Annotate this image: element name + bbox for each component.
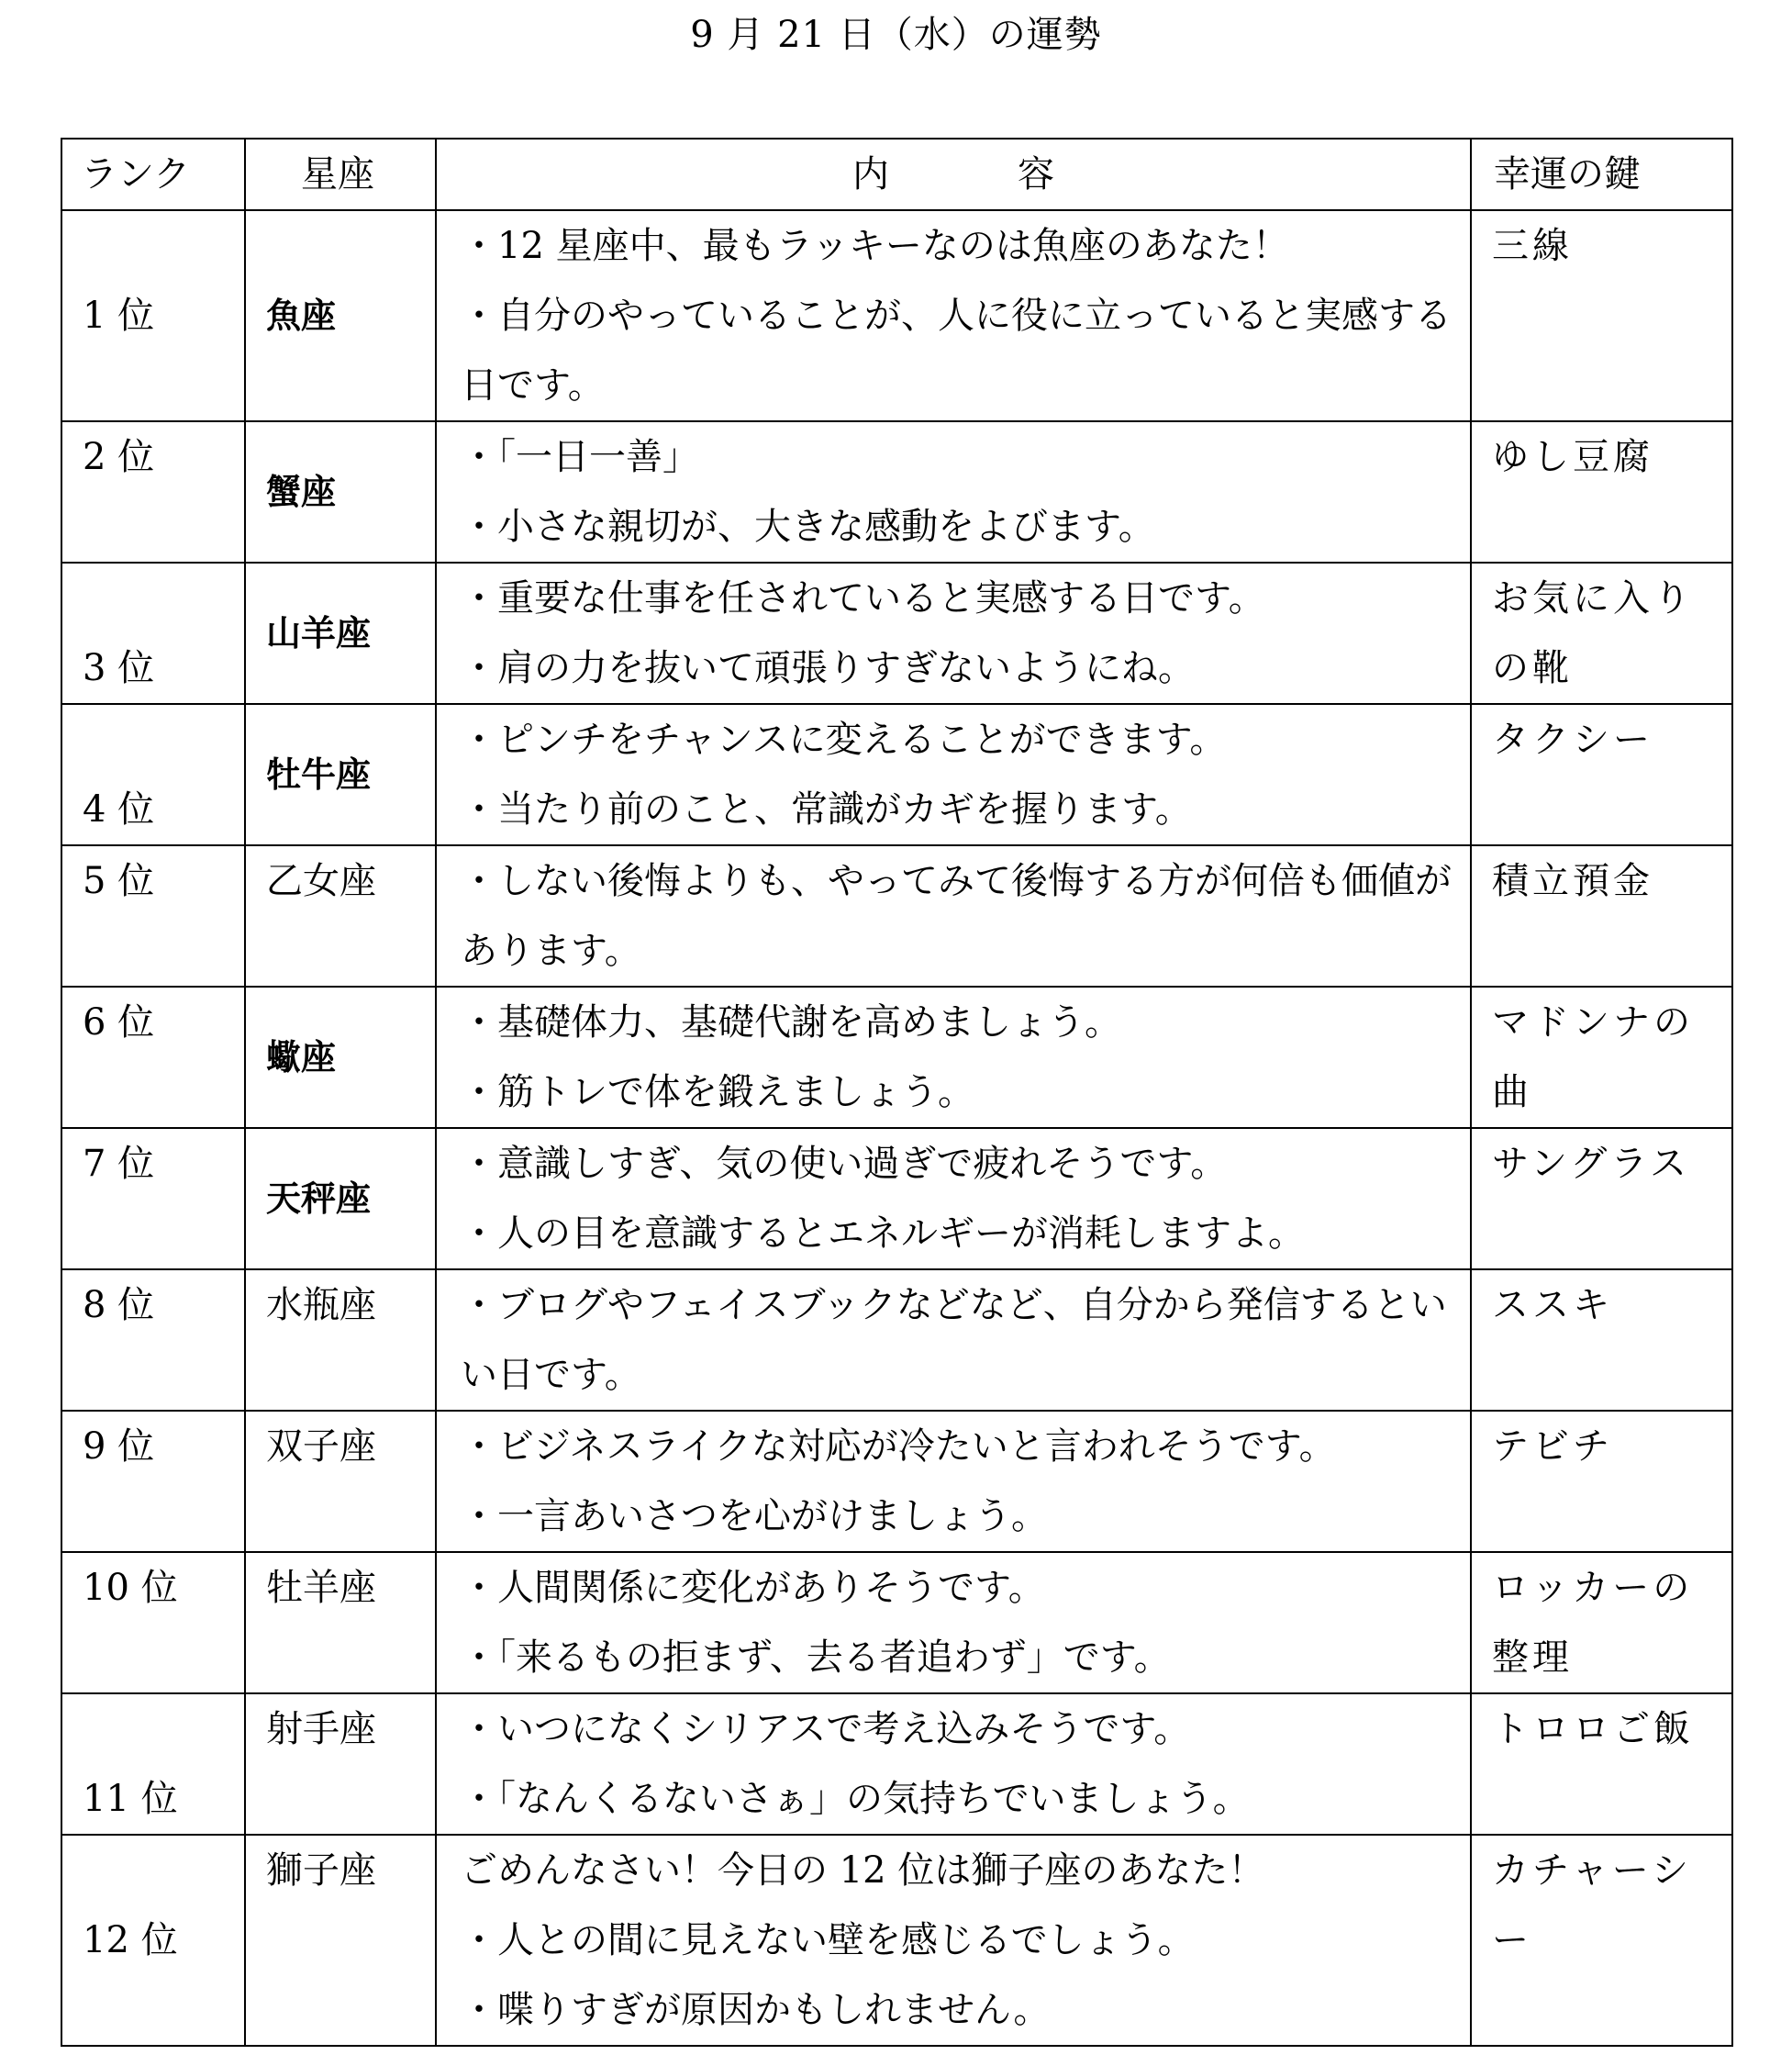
content-cell <box>436 845 1471 987</box>
rank-cell: 8 位 <box>61 1269 245 1411</box>
sign-cell: 魚座 <box>245 210 436 421</box>
header-content-b: 容 <box>1018 153 1054 195</box>
header-content <box>436 139 1471 210</box>
content-line: ・小さな親切が、大きな感動をよびます。 <box>461 506 1155 548</box>
content-cell <box>436 563 1471 704</box>
content-cell <box>436 1693 1471 1835</box>
sign-cell: 射手座 <box>245 1693 436 1835</box>
page-title: 9 月 21 日（水）の運勢 <box>690 14 1102 56</box>
content-line: ・12 星座中、最もラッキーなのは魚座のあなた！ <box>461 225 1289 267</box>
content-cell <box>436 1269 1471 1411</box>
rank-cell: 10 位 <box>61 1552 245 1693</box>
lucky-key-cell: 積立預金 <box>1471 845 1732 987</box>
lucky-key-cell: ゆし豆腐 <box>1471 421 1732 563</box>
header-content-a: 内 <box>852 153 889 195</box>
lucky-key-cell: 三線 <box>1471 210 1732 421</box>
table-row <box>61 210 1732 421</box>
table-row <box>61 1128 1732 1269</box>
table-row <box>61 563 1732 704</box>
sign-cell: 牡牛座 <box>245 704 436 845</box>
sign-cell: 蟹座 <box>245 421 436 563</box>
content-line: ・ビジネスライクな対応が冷たいと言われそうです。 <box>461 1425 1336 1468</box>
content-line: ・「なんくるないさぁ」の気持ちでいましょう。 <box>461 1778 1250 1820</box>
fortune-table <box>61 138 1733 2047</box>
content-line: ・人との間に見えない壁を感じるでしょう。 <box>461 1919 1195 1961</box>
table-header-row <box>61 139 1732 210</box>
content-line: ・ブログやフェイスブックなどなど、自分から発信するといい日です。 <box>461 1284 1447 1396</box>
rank-cell: 11 位 <box>61 1693 245 1835</box>
content-cell <box>436 1128 1471 1269</box>
content-line: ・基礎体力、基礎代謝を高めましょう。 <box>461 1001 1121 1044</box>
rank-cell: 1 位 <box>61 210 245 421</box>
content-cell <box>436 704 1471 845</box>
content-cell <box>436 210 1471 421</box>
lucky-key-cell: マドンナの曲 <box>1471 987 1732 1128</box>
sign-cell: 天秤座 <box>245 1128 436 1269</box>
lucky-key-cell: ロッカーの整理 <box>1471 1552 1732 1693</box>
rank-cell: 12 位 <box>61 1835 245 2046</box>
content-line: ・意識しすぎ、気の使い過ぎで疲れそうです。 <box>461 1143 1228 1185</box>
table-row <box>61 845 1732 987</box>
table-row <box>61 1693 1732 1835</box>
rank-cell: 4 位 <box>61 704 245 845</box>
rank-cell: 6 位 <box>61 987 245 1128</box>
sign-cell: 乙女座 <box>245 845 436 987</box>
rank-cell: 3 位 <box>61 563 245 704</box>
lucky-key-cell: ススキ <box>1471 1269 1732 1411</box>
content-cell <box>436 421 1471 563</box>
content-line: ・ピンチをチャンスに変えることができます。 <box>461 719 1227 761</box>
lucky-key-cell: タクシー <box>1471 704 1732 845</box>
header-sign: 星座 <box>245 139 436 210</box>
content-line: ・人間関係に変化がありそうです。 <box>461 1567 1045 1609</box>
rank-cell: 7 位 <box>61 1128 245 1269</box>
content-line: ・人の目を意識するとエネルギーが消耗しますよ。 <box>461 1212 1305 1255</box>
content-line: ・喋りすぎが原因かもしれません。 <box>461 1989 1051 2031</box>
content-line: ・「一日一善」 <box>461 436 699 478</box>
rank-cell: 5 位 <box>61 845 245 987</box>
lucky-key-cell: お気に入りの靴 <box>1471 563 1732 704</box>
sign-cell: 蠍座 <box>245 987 436 1128</box>
sign-cell: 獅子座 <box>245 1835 436 2046</box>
table-row <box>61 987 1732 1128</box>
content-line: ・肩の力を抜いて頑張りすぎないようにね。 <box>461 647 1195 689</box>
sign-cell: 双子座 <box>245 1411 436 1552</box>
table-row <box>61 1835 1732 2046</box>
content-line: ・筋トレで体を鍛えましょう。 <box>461 1071 974 1113</box>
sign-cell: 水瓶座 <box>245 1269 436 1411</box>
lucky-key-cell: カチャーシー <box>1471 1835 1732 2046</box>
header-rank: ランク <box>61 139 245 210</box>
content-line: ・当たり前のこと、常識がカギを握ります。 <box>461 788 1192 831</box>
rank-cell: 2 位 <box>61 421 245 563</box>
table-row <box>61 1552 1732 1693</box>
content-line: ・重要な仕事を任されていると実感する日です。 <box>461 577 1265 620</box>
table-row <box>61 421 1732 563</box>
lucky-key-cell: サングラス <box>1471 1128 1732 1269</box>
content-line: ・一言あいさつを心がけましょう。 <box>461 1495 1048 1537</box>
content-line: ・自分のやっていることが、人に役に立っていると実感する日です。 <box>461 295 1452 407</box>
content-cell <box>436 1552 1471 1693</box>
table-row <box>61 704 1732 845</box>
table-row <box>61 1411 1732 1552</box>
lucky-key-cell: トロロご飯 <box>1471 1693 1732 1835</box>
header-key: 幸運の鍵 <box>1471 139 1732 210</box>
content-line: ごめんなさい！今日の 12 位は獅子座のあなた！ <box>461 1849 1265 1892</box>
content-cell <box>436 1835 1471 2046</box>
lucky-key-cell: テビチ <box>1471 1411 1732 1552</box>
rank-cell: 9 位 <box>61 1411 245 1552</box>
content-cell <box>436 987 1471 1128</box>
sign-cell: 山羊座 <box>245 563 436 704</box>
content-line: ・しない後悔よりも、やってみて後悔する方が何倍も価値があります。 <box>461 860 1452 972</box>
sign-cell: 牡羊座 <box>245 1552 436 1693</box>
content-line: ・いつになくシリアスで考え込みそうです。 <box>461 1708 1191 1750</box>
content-line: ・「来るもの拒まず、去る者追わず」です。 <box>461 1636 1171 1679</box>
content-cell <box>436 1411 1471 1552</box>
table-row <box>61 1269 1732 1411</box>
